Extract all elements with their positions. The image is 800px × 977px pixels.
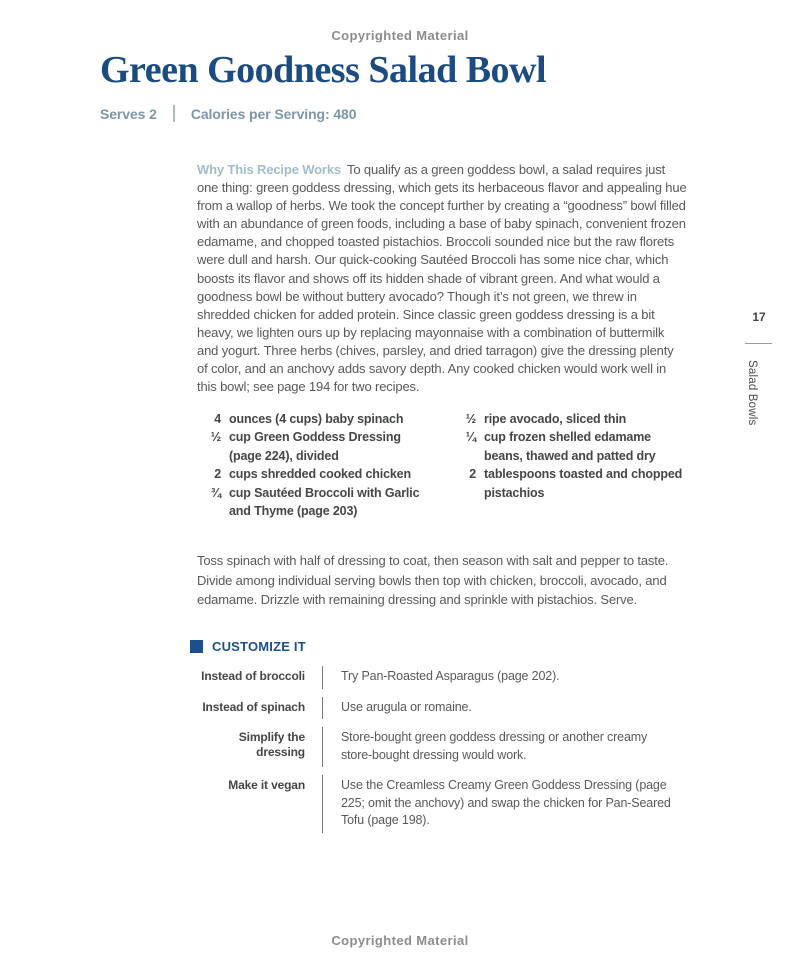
ingredient-item bbox=[452, 410, 689, 428]
customize-row-text: Use arugula or romaine. bbox=[322, 697, 677, 720]
meta-divider bbox=[173, 105, 175, 122]
customize-row-label: Instead of spinach bbox=[202, 699, 305, 714]
ingredient-text: tablespoons toasted and chopped pistachios bbox=[484, 467, 683, 500]
ingredient-text: cups shredded cooked chicken bbox=[229, 467, 411, 482]
copyright-notice-bottom: Copyrighted Material bbox=[331, 933, 469, 948]
ingredients-list bbox=[197, 410, 689, 520]
intro-body: To qualify as a green goddess bowl, a salad requires just one thing: green goddess dressing, which gets its herbaceous flavor and appealing hue from a wallop of herbs. We took the concept further by creating a “goodness” bowl filled with an abundance of green foods, including a base of baby spinach, convenient frozen edamame, and chopped toasted pistachios. Broccoli sounded nice but the raw florets were dull and harsh. Our quick-cooking Sautéed Broccoli has some nice char, which boosts its flavor and shows off its hidden shade of vibrant green. And what would a goodness bowl be without buttery avocado? Though it’s not green, we threw in shredded chicken for added protein. Since classic green goddess dressing is a bit heavy, we lighten ours up by replacing mayonnaise with a combination of buttermilk and yogurt. Three herbs (chives, parsley, and dried tarragon) give the dressing plenty of color, and an anchovy adds savory depth. Any cooked chicken would work well in this bowl; see page 194 for two recipes. bbox=[197, 162, 687, 395]
ingredient-item bbox=[197, 410, 434, 428]
ingredient-item bbox=[197, 428, 434, 465]
customize-row bbox=[190, 727, 695, 767]
ingredient-text: cup Sautéed Broccoli with Garlic and Thyme (page 203) bbox=[229, 485, 420, 519]
ingredient-amount: ½ bbox=[465, 412, 476, 426]
customize-row bbox=[190, 666, 695, 689]
calories-label: Calories per Serving: 480 bbox=[190, 105, 357, 122]
ingredient-item bbox=[452, 465, 689, 502]
recipe-meta bbox=[100, 105, 356, 122]
page-number: 17 bbox=[752, 310, 766, 324]
intro-heading: Why This Recipe Works bbox=[197, 162, 341, 177]
square-bullet-icon bbox=[190, 640, 203, 653]
customize-row-label: Simplify the dressing bbox=[238, 730, 305, 759]
customize-section bbox=[190, 639, 695, 841]
ingredients-column-right bbox=[452, 410, 689, 520]
customize-row-text: Store-bought green goddess dressing or another creamy store-bought dressing would work. bbox=[322, 727, 677, 767]
chapter-section-label: Salad Bowls bbox=[746, 360, 758, 426]
customize-row-label: Instead of broccoli bbox=[201, 669, 305, 683]
ingredient-amount: 2 bbox=[214, 467, 221, 482]
recipe-title: Green Goodness Salad Bowl bbox=[100, 49, 547, 91]
ingredient-text: cup Green Goddess Dressing (page 224), divided bbox=[229, 430, 401, 463]
ingredient-item bbox=[197, 484, 434, 521]
ingredient-text: ripe avocado, sliced thin bbox=[484, 412, 627, 426]
customize-heading-label: CUSTOMIZE IT bbox=[212, 639, 306, 654]
ingredient-amount: ½ bbox=[210, 430, 221, 445]
ingredient-item bbox=[197, 465, 434, 483]
serves-label: Serves 2 bbox=[100, 105, 157, 122]
customize-row bbox=[190, 775, 695, 833]
ingredient-amount: ¼ bbox=[465, 430, 476, 445]
ingredients-column-left bbox=[197, 410, 434, 520]
customize-row-text: Use the Creamless Creamy Green Goddess Dressing (page 225; omit the anchovy) and swap the chicken for Pan-Seared Tofu (page 198). bbox=[322, 775, 677, 833]
customize-row-text: Try Pan-Roasted Asparagus (page 202). bbox=[322, 666, 677, 689]
recipe-intro bbox=[197, 161, 687, 396]
customize-row bbox=[190, 697, 695, 720]
ingredient-amount: ¾ bbox=[210, 485, 221, 500]
ingredient-text: ounces (4 cups) baby spinach bbox=[229, 412, 404, 426]
ingredient-amount: 2 bbox=[469, 467, 476, 482]
ingredient-item bbox=[452, 428, 689, 465]
copyright-notice-top: Copyrighted Material bbox=[331, 28, 469, 43]
ingredient-text: cup frozen shelled edamame beans, thawed and patted dry bbox=[484, 430, 656, 463]
page-number-rule bbox=[745, 343, 772, 344]
customize-row-label: Make it vegan bbox=[228, 778, 305, 792]
instructions-paragraph: Toss spinach with half of dressing to coat, then season with salt and pepper to taste. Divide among individual serving bowls then top with chicken, broccoli, avocado, and edamame. Drizzle with remaining dressing and sprinkle with pistachios. Serve. bbox=[197, 553, 669, 607]
ingredient-amount: 4 bbox=[214, 412, 221, 426]
customize-heading bbox=[190, 639, 695, 654]
